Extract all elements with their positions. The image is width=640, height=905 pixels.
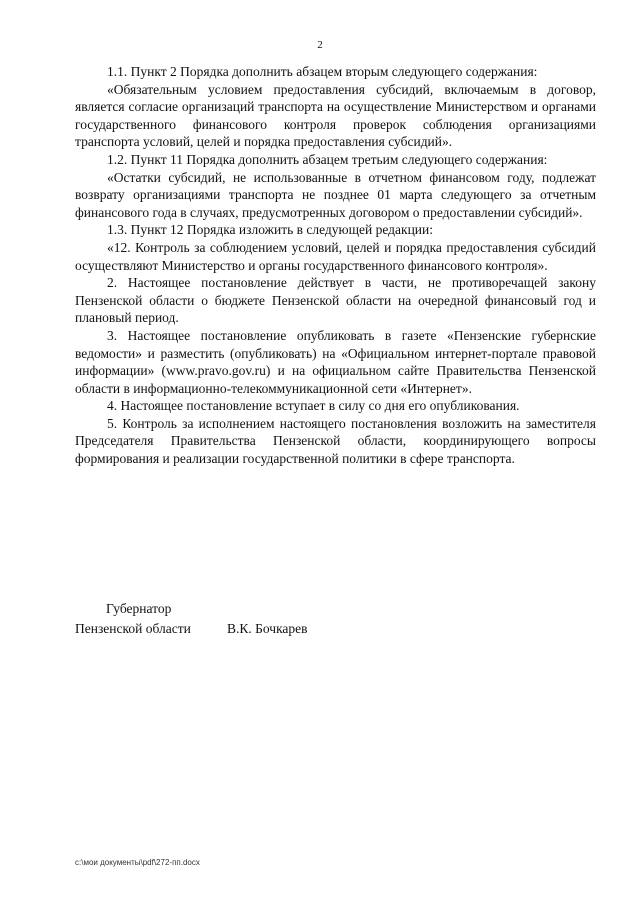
document-body (75, 63, 596, 468)
paragraph-1-3: 1.3. Пункт 12 Порядка изложить в следующей редакции: (107, 222, 434, 238)
signatory-region: Пензенской области (75, 621, 191, 636)
page-number: 2 (317, 39, 323, 51)
paragraph-5: 5. Контроль за исполнением настоящего постановления возложить на заместителя Председателя Правительства Пензенской области, координирующего вопросы формирования и реализации государственной политики в сфере транспорта. (75, 415, 596, 467)
signatory-title: Губернатор (106, 601, 172, 616)
paragraph-1-2-quote: «Остатки субсидий, не использованные в отчетном финансовом году, подлежат возврату организациями транспорта не позднее 01 марта следующего за отчетным финансового года в случаях, предусмотренных договором о предоставлении субсидий». (75, 169, 596, 220)
paragraph-3: 3. Настоящее постановление опубликовать в газете «Пензенские губернские ведомости» и разместить (опубликовать) на «Официальном интернет-портале правовой информации» (www.pravo.gov.ru) и на официальном сайте Правительства Пензенской области в информационно-телекоммуникационной сети «Интернет». (75, 327, 596, 396)
paragraph-1-3-quote: «12. Контроль за соблюдением условий, целей и порядка предоставления субсидий осуществляют Министерство и органы государственного финансового контроля». (75, 239, 596, 273)
paragraph-2: 2. Настоящее постановление действует в части, не противоречащей закону Пензенской области о бюджете Пензенской области на очередной финансовый год и плановый период. (75, 275, 596, 326)
paragraph-1-1-quote: «Обязательным условием предоставления субсидий, включаемым в договор, является согласие организаций транспорта на осуществление Министерством и органами государственного финансового контроля проверок соблюдения организациями транспорта условий, целей и порядка предоставления субсидий». (75, 81, 596, 150)
paragraph-1-2: 1.2. Пункт 11 Порядка дополнить абзацем третьим следующего содержания: (107, 151, 548, 167)
file-path-footer: c:\мои документы\pdf\272-пп.docx (75, 858, 200, 867)
signatory-name: В.К. Бочкарев (227, 621, 308, 636)
signatory-line (75, 619, 596, 639)
paragraph-1-1: 1.1. Пункт 2 Порядка дополнить абзацем вторым следующего содержания: (107, 64, 538, 79)
paragraph-4: 4. Настоящее постановление вступает в силу со дня его опубликования. (107, 398, 520, 414)
signature-block (75, 599, 596, 639)
